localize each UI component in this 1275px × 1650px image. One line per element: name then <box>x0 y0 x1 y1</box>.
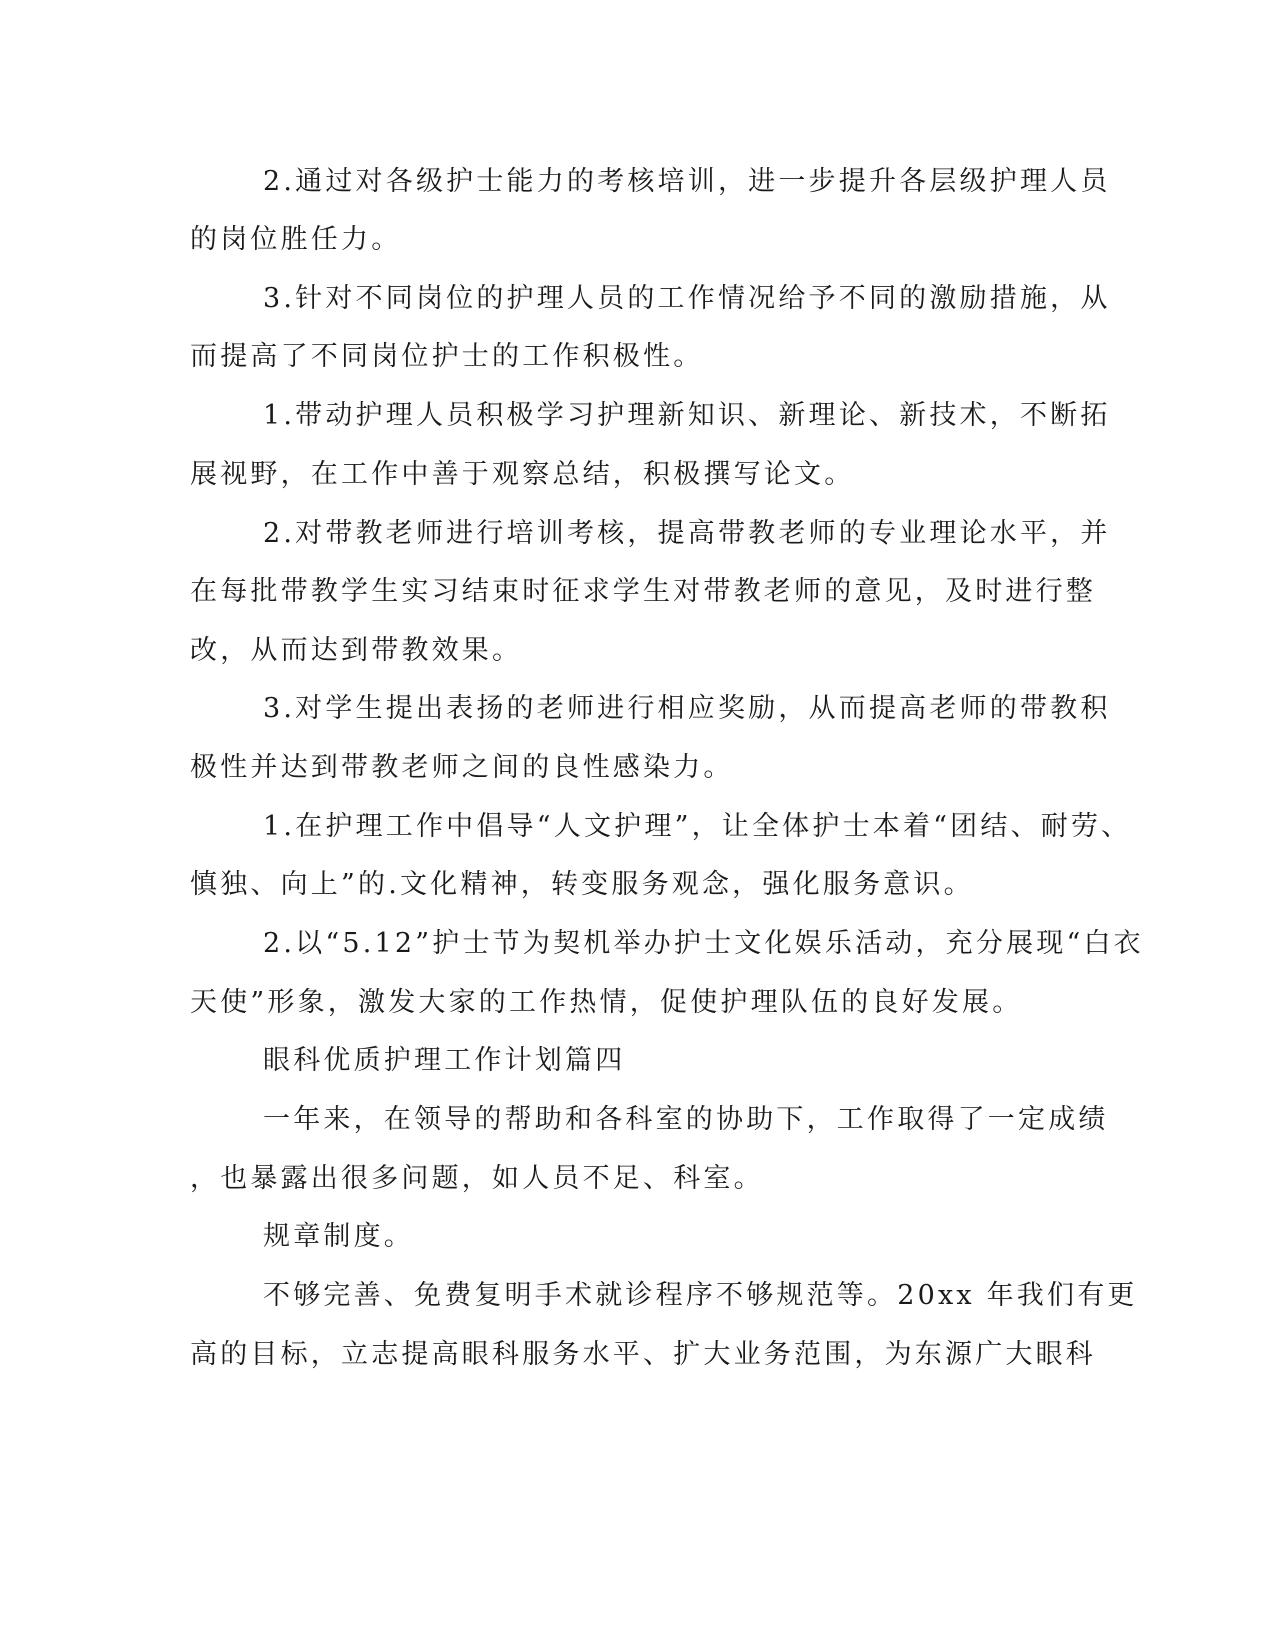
text-line: ，也暴露出很多问题，如人员不足、科室。 <box>190 1163 764 1194</box>
text-line: 改，从而达到带教效果。 <box>190 635 523 666</box>
text-line: 1.在护理工作中倡导“人文护理”，让全体护士本着“团结、耐劳、 <box>263 811 1132 842</box>
text-line: 不够完善、免费复明手术就诊程序不够规范等。20xx 年我们有更 <box>263 1280 1138 1311</box>
text-line: 2.通过对各级护士能力的考核培训，进一步提升各层级护理人员 <box>263 166 1111 197</box>
text-line: 的岗位胜任力。 <box>190 224 402 255</box>
text-line: 1.带动护理人员积极学习护理新知识、新理论、新技术，不断拓 <box>263 400 1111 431</box>
text-line: 2.以“5.12”护士节为契机举办护士文化娱乐活动，充分展现“白衣 <box>263 928 1144 959</box>
text-line: 高的目标，立志提高眼科服务水平、扩大业务范围，为东源广大眼科 <box>190 1339 1096 1370</box>
text-line: 一年来，在领导的帮助和各科室的协助下，工作取得了一定成绩 <box>263 1104 1109 1135</box>
text-line: 2.对带教老师进行培训考核，提高带教老师的专业理论水平，并 <box>263 518 1111 549</box>
text-line: 3.针对不同岗位的护理人员的工作情况给予不同的激励措施，从 <box>263 283 1111 314</box>
section-heading: 眼科优质护理工作计划篇四 <box>263 1045 626 1076</box>
text-line: 极性并达到带教老师之间的良性感染力。 <box>190 752 734 783</box>
text-line: 在每批带教学生实习结束时征求学生对带教老师的意见，及时进行整 <box>190 576 1096 607</box>
text-line: 慎独、向上”的.文化精神，转变服务观念，强化服务意识。 <box>190 869 974 900</box>
text-line: 展视野，在工作中善于观察总结，积极撰写论文。 <box>190 459 855 490</box>
text-line: 3.对学生提出表扬的老师进行相应奖励，从而提高老师的带教积 <box>263 693 1111 724</box>
text-line: 天使”形象，激发大家的工作热情，促使护理队伍的良好发展。 <box>190 987 1023 1018</box>
text-line: 而提高了不同岗位护士的工作积极性。 <box>190 341 704 372</box>
text-line: 规章制度。 <box>263 1221 414 1252</box>
